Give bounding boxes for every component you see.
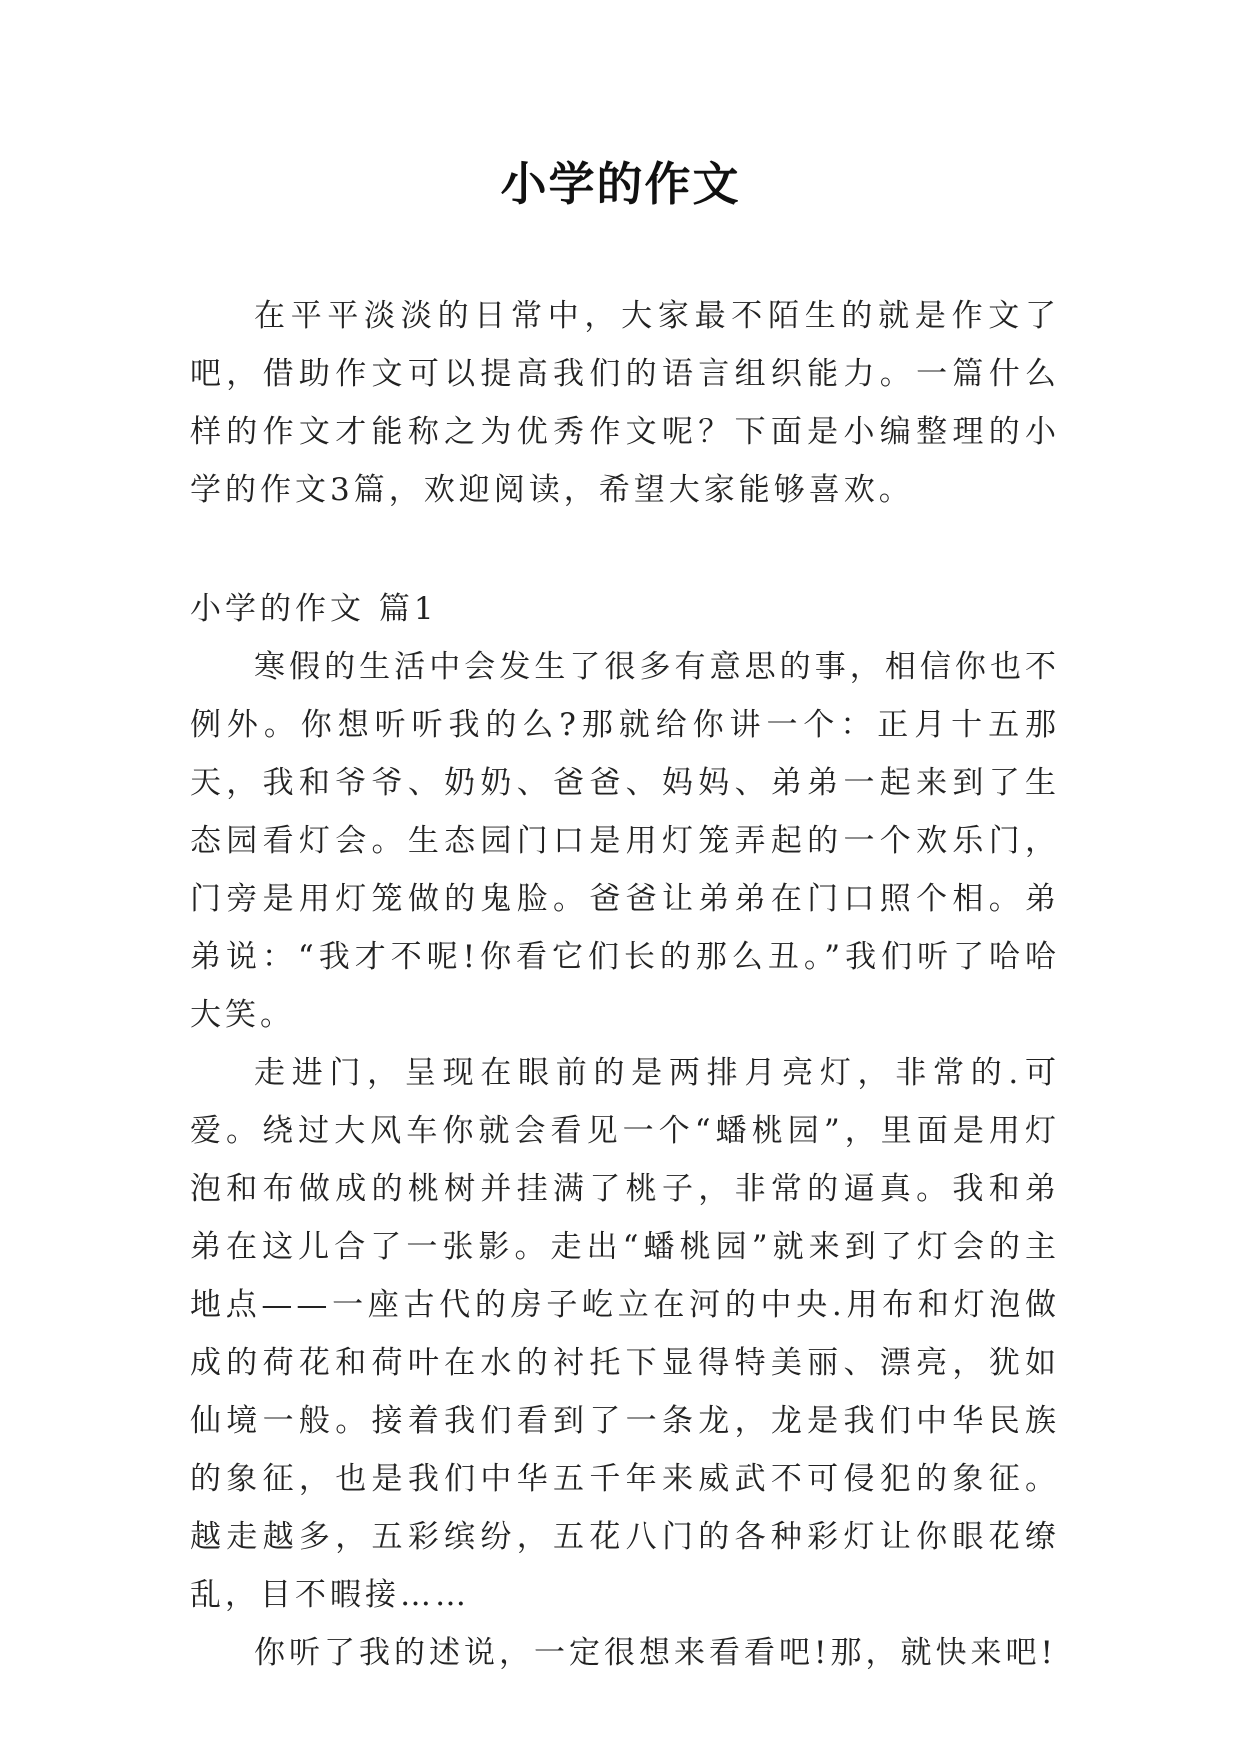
body-paragraph: 寒假的生活中会发生了很多有意思的事，相信你也不例外。你想听听我的么?那就给你讲一个：正月十五那天，我和爷爷、奶奶、爸爸、妈妈、弟弟一起来到了生态园看灯会。生态园门口是用灯笼弄起的一个欢乐门，门旁是用灯笼做的鬼脸。爸爸让弟弟在门口照个相。弟弟说：“我才不呢!你看它们长的那么丑。”我们听了哈哈大笑。 [190,649,1060,1033]
section-heading: 小学的作文 篇1 [190,591,438,627]
intro-block [190,287,1060,519]
intro-paragraph: 在平平淡淡的日常中，大家最不陌生的就是作文了吧，借助作文可以提高我们的语言组织能力。一篇什么样的作文才能称之为优秀作文呢？下面是小编整理的小学的作文3篇，欢迎阅读，希望大家能够喜欢。 [190,298,1060,508]
section-body [190,638,1060,1682]
body-paragraph: 你听了我的述说，一定很想来看看吧!那，就快来吧! [254,1635,1057,1671]
document-title: 小学的作文 [500,157,741,211]
body-paragraph: 走进门，呈现在眼前的是两排月亮灯，非常的.可爱。绕过大风车你就会看见一个“蟠桃园”，里面是用灯泡和布做成的桃树并挂满了桃子，非常的逼真。我和弟弟在这儿合了一张影。走出“蟠桃园”就来到了灯会的主地点——一座古代的房子屹立在河的中央.用布和灯泡做成的荷花和荷叶在水的衬托下显得特美丽、漂亮，犹如仙境一般。接着我们看到了一条龙，龙是我们中华民族的象征，也是我们中华五千年来威武不可侵犯的象征。越走越多，五彩缤纷，五花八门的各种彩灯让你眼花缭乱，目不暇接…… [190,1055,1060,1613]
